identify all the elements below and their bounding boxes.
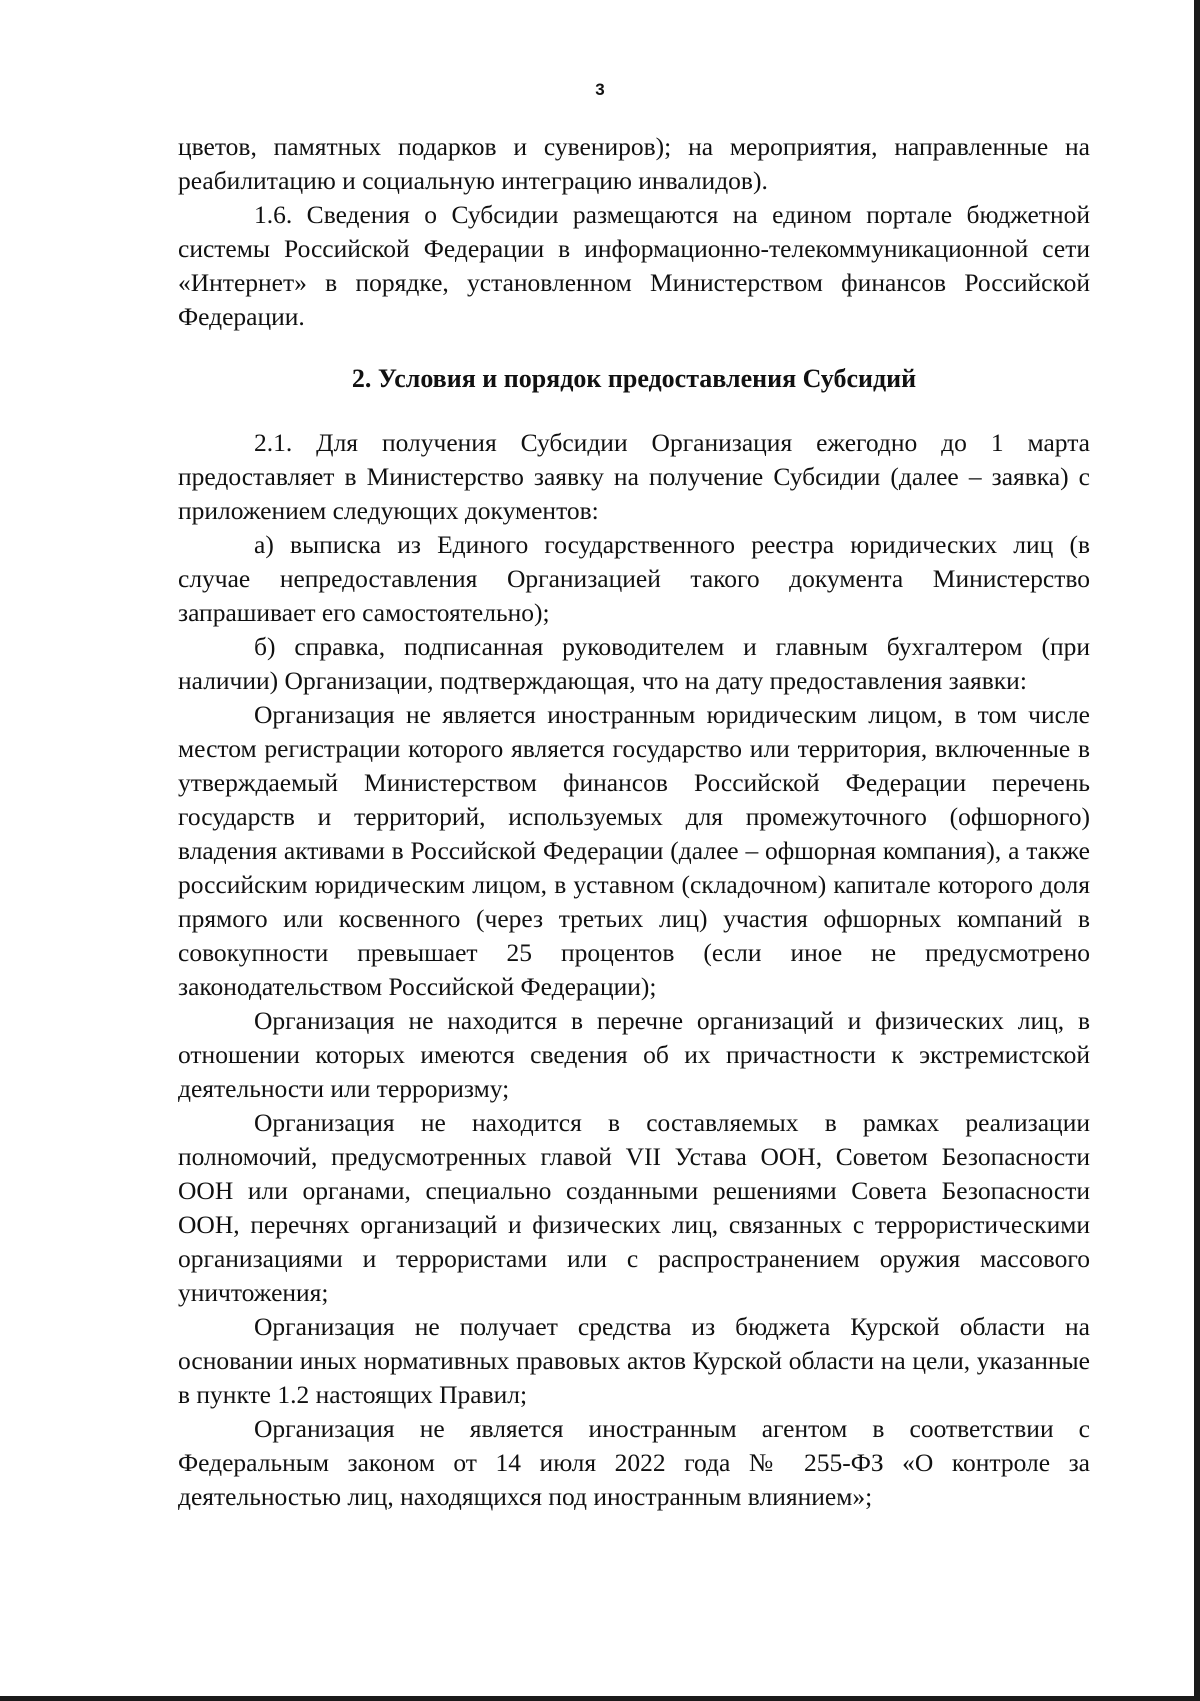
document-body	[178, 130, 1090, 1514]
scan-edge-bottom	[0, 1696, 1200, 1701]
paragraph-condition-un-lists: Организация не находится в составляемых в рамках реализации полномочий, предусмотренных главой VII Устава ООН, Советом Безопасности ООН или органами, специально созданными решениями Совета Безопасности ООН, перечнях организаций и физических лиц, связанных с террористическими организациями и террористами или с распространением оружия массового уничтожения;	[178, 1108, 1090, 1307]
page-number: 3	[595, 80, 605, 99]
paragraph-continuation: цветов, памятных подарков и сувениров); на мероприятия, направленные на реабилитацию и социальную интеграцию инвалидов).	[178, 132, 1090, 195]
section-heading: 2. Условия и порядок предоставления Субсидий	[351, 364, 917, 393]
paragraph-condition-budget: Организация не получает средства из бюджета Курской области на основании иных нормативных правовых актов Курской области на цели, указанные в пункте 1.2 настоящих Правил;	[178, 1312, 1090, 1409]
paragraph-item-b: б) справка, подписанная руководителем и главным бухгалтером (при наличии) Организации, подтверждающая, что на дату предоставления заявки:	[178, 632, 1090, 695]
paragraph-item-a: а) выписка из Единого государственного реестра юридических лиц (в случае непредоставления Организацией такого документа Министерство запрашивает его самостоятельно);	[178, 530, 1090, 627]
scan-edge-right	[1194, 0, 1200, 1701]
paragraph-condition-extremism: Организация не находится в перечне организаций и физических лиц, в отношении которых имеются сведения об их причастности к экстремистской деятельности или терроризму;	[178, 1006, 1090, 1103]
paragraph-condition-offshore: Организация не является иностранным юридическим лицом, в том числе местом регистрации которого является государство или территория, включенные в утверждаемый Министерством финансов Российской Федерации перечень государств и территорий, используемых для промежуточного (офшорного) владения активами в Российской Федерации (далее – офшорная компания), а также российским юридическим лицом, в уставном (складочном) капитале которого доля прямого или косвенного (через третьих лиц) участия офшорных компаний в совокупности превышает 25 процентов (если иное не предусмотрено законодательством Российской Федерации);	[178, 700, 1090, 1001]
paragraph-2-1: 2.1. Для получения Субсидии Организация ежегодно до 1 марта предоставляет в Министерство заявку на получение Субсидии (далее – заявка) с приложением следующих документов:	[178, 428, 1090, 525]
paragraph-condition-foreign-agent: Организация не является иностранным агентом в соответствии с Федеральным законом от 14 июля 2022 года № 255-ФЗ «О контроле за деятельностью лиц, находящихся под иностранным влиянием»;	[178, 1414, 1090, 1511]
paragraph-1-6: 1.6. Сведения о Субсидии размещаются на едином портале бюджетной системы Российской Федерации в информационно-телекоммуникационной сети «Интернет» в порядке, установленном Министерством финансов Российской Федерации.	[178, 200, 1090, 331]
